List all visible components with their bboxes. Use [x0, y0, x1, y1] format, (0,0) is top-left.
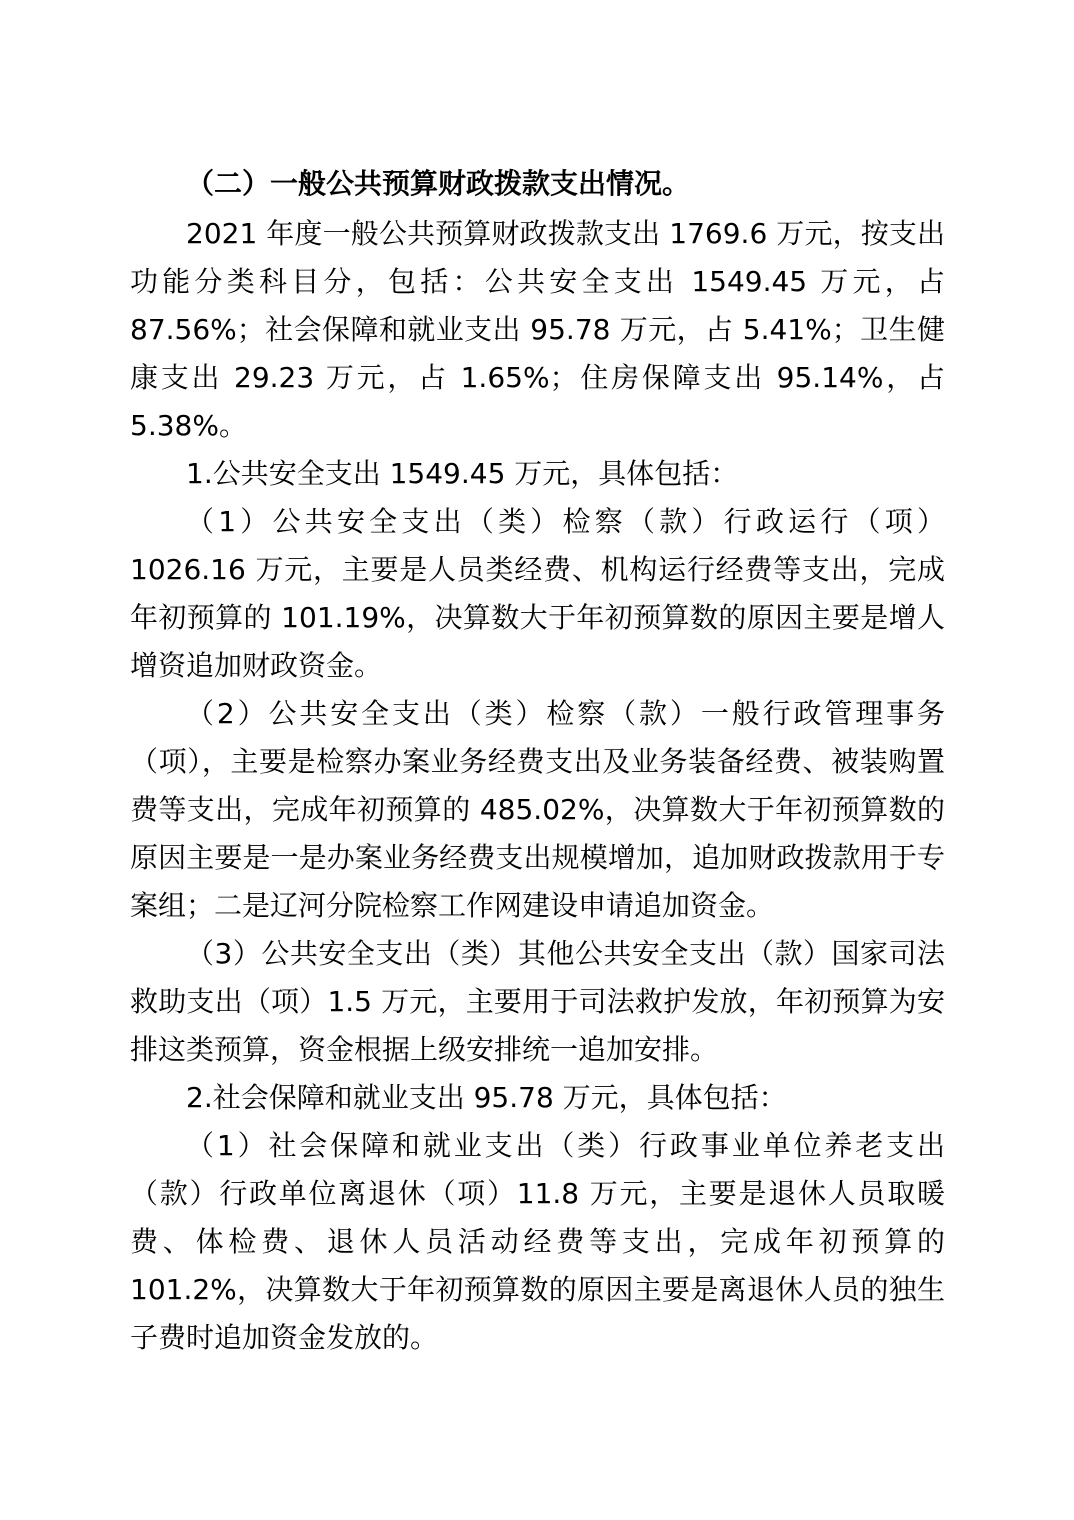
- paragraph-overview: 2021 年度一般公共预算财政拨款支出 1769.6 万元，按支出功能分类科目分，包括：公共安全支出 1549.45 万元，占 87.56%；社会保障和就业支出 95.78 万元，占 5.41%；卫生健康支出 29.23 万元，占 1.65%；住房保障支出 95.14%，占 5.38%。: [130, 217, 945, 442]
- paragraph-social-security-title: 2.社会保障和就业支出 95.78 万元，具体包括：: [186, 1081, 787, 1114]
- document-body: [130, 160, 945, 1362]
- paragraph-public-security-item-3: （3）公共安全支出（类）其他公共安全支出（款）国家司法救助支出（项）1.5 万元，主要用于司法救护发放，年初预算为安排这类预算，资金根据上级安排统一追加安排。: [130, 937, 945, 1066]
- paragraph-public-security-item-1: （1）公共安全支出（类）检察（款）行政运行（项）1026.16 万元，主要是人员类经费、机构运行经费等支出，完成年初预算的 101.19%，决算数大于年初预算数的原因主要是增人增资追加财政资金。: [130, 505, 945, 682]
- paragraph-social-security-item-1: （1）社会保障和就业支出（类）行政事业单位养老支出（款）行政单位离退休（项）11.8 万元，主要是退休人员取暖费、体检费、退休人员活动经费等支出，完成年初预算的 101.2%，决算数大于年初预算数的原因主要是离退休人员的独生子费时追加资金发放的。: [130, 1129, 945, 1354]
- paragraph-public-security-title: 1.公共安全支出 1549.45 万元，具体包括：: [186, 457, 739, 490]
- section-heading: （二）一般公共预算财政拨款支出情况。: [186, 167, 691, 200]
- paragraph-public-security-item-2: （2）公共安全支出（类）检察（款）一般行政管理事务（项），主要是检察办案业务经费支出及业务装备经费、被装购置费等支出，完成年初预算的 485.02%，决算数大于年初预算数的原因主要是一是办案业务经费支出规模增加，追加财政拨款用于专案组；二是辽河分院检察工作网建设申请追加资金。: [130, 697, 945, 922]
